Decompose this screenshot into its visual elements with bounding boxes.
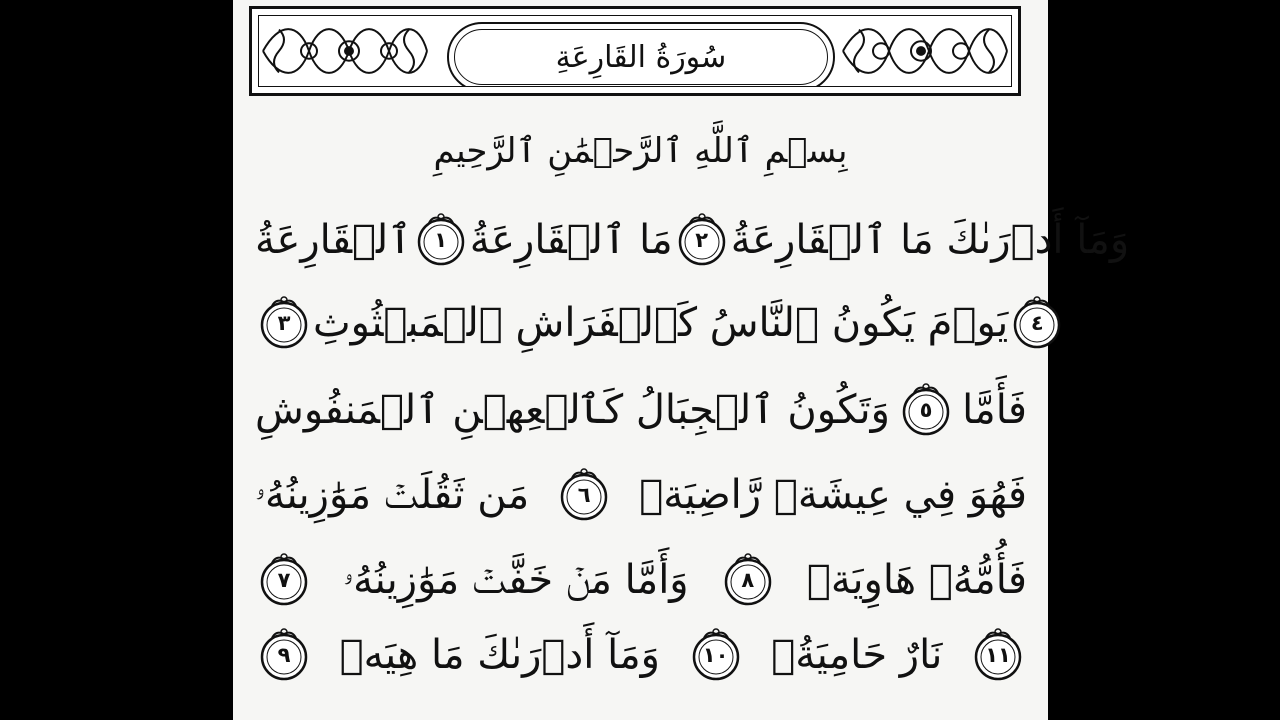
verse-text: وَأَمَّا مَنۡ خَفَّتۡ مَوَٰزِينُهُۥ [343,557,689,603]
ayah-number-marker [719,551,777,609]
verse-text: مَن ثَقُلَتۡ مَوَٰزِينُهُۥ [255,472,530,518]
verse-text: وَمَآ أَدۡرَىٰكَ مَا ٱلۡقَارِعَةُ [730,217,1130,263]
ayah-number-marker [255,551,313,609]
ayah-number: ١١ [985,643,1011,667]
left-arabesque-ornament [259,16,431,86]
verse-text: يَوۡمَ يَكُونُ ٱلنَّاسُ كَٱلۡفَرَاشِ ٱلۡمَبۡثُوثِ [313,300,1009,346]
ayah-number-marker [1008,294,1066,352]
ayah-number: ٢ [695,228,709,252]
ayah-number: ١ [434,228,448,252]
verse-text: فَأَمَّا [962,387,1027,433]
ayah-number: ٧ [277,568,291,592]
verse-text: فَأُمُّهُۥ هَاوِيَةٞ [806,557,1027,603]
verse-text: وَتَكُونُ ٱلۡجِبَالُ كَٱلۡعِهۡنِ ٱلۡمَنفُوشِ [255,387,890,433]
ayah-number: ٤ [1030,311,1044,335]
ayah-number-marker [255,294,313,352]
surah-title: سُورَةُ القَارِعَةِ [555,39,727,75]
verse-line [255,283,1044,363]
verse-line [255,455,1027,535]
ayah-number: ٣ [277,311,291,335]
ayah-number-marker [555,466,613,524]
right-arabesque-ornament [839,16,1011,86]
ayah-number-marker [969,626,1027,684]
ayah-number: ٩ [277,643,291,667]
surah-title-cartouche [447,22,835,87]
verse-text: مَا ٱلۡقَارِعَةُ [469,217,673,263]
surah-header-frame [249,6,1021,96]
ayah-number-marker [687,626,745,684]
mushaf-page [233,0,1130,720]
ayah-number-marker [255,626,313,684]
ayah-number: ٦ [577,483,591,507]
verse-line [255,370,1027,450]
verse-text: فَهُوَ فِي عِيشَةٖ رَّاضِيَةٖ [639,472,1027,518]
verse-text: نَارٌ حَامِيَةُۢ [771,632,943,678]
verse-text: وَمَآ أَدۡرَىٰكَ مَا هِيَهۡ [339,632,660,678]
ayah-number-marker [673,211,731,269]
ayah-number-marker [897,381,955,439]
ayah-number: ٨ [741,568,755,592]
verse-line [255,540,1027,620]
surah-header-inner-border [258,15,1012,87]
ayah-number-marker [412,211,470,269]
basmala: بِسۡمِ ٱللَّهِ ٱلرَّحۡمَٰنِ ٱلرَّحِيمِ [433,131,848,171]
ayah-number: ١٠ [702,643,729,667]
verse-line [255,200,1130,280]
ayah-number: ٥ [919,398,933,422]
verse-line [255,615,1027,695]
verse-text: ٱلۡقَارِعَةُ [255,217,412,263]
